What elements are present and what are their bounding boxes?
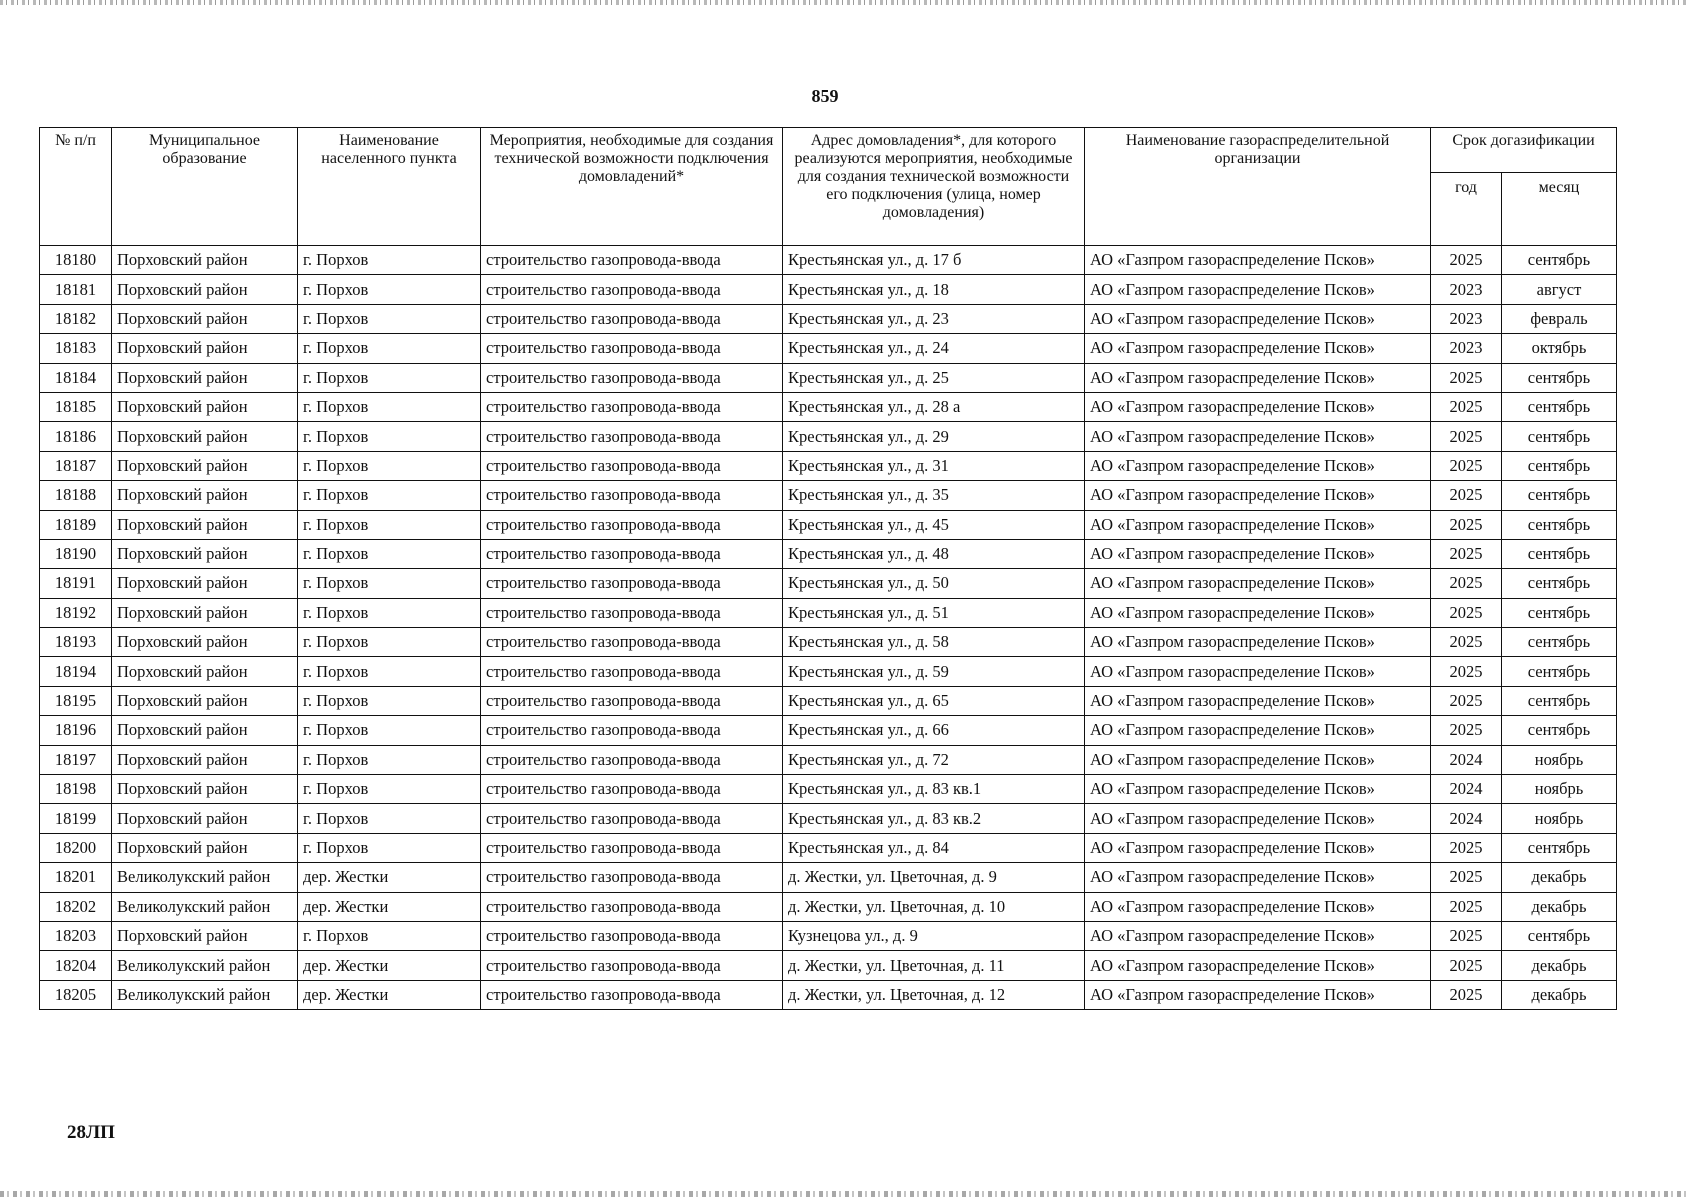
cell-organization: АО «Газпром газораспределение Псков» bbox=[1085, 980, 1431, 1009]
cell-num: 18186 bbox=[40, 422, 112, 451]
cell-settlement: дер. Жестки bbox=[298, 951, 481, 980]
cell-year: 2025 bbox=[1431, 833, 1502, 862]
cell-month: сентябрь bbox=[1502, 481, 1617, 510]
cell-num: 18182 bbox=[40, 304, 112, 333]
cell-year: 2025 bbox=[1431, 716, 1502, 745]
footer-code: 28ЛП bbox=[67, 1122, 115, 1143]
cell-address: Кузнецова ул., д. 9 bbox=[783, 921, 1085, 950]
cell-settlement: г. Порхов bbox=[298, 716, 481, 745]
cell-measure: строительство газопровода-ввода bbox=[481, 246, 783, 275]
cell-month: сентябрь bbox=[1502, 921, 1617, 950]
cell-num: 18187 bbox=[40, 451, 112, 480]
cell-month: сентябрь bbox=[1502, 363, 1617, 392]
scan-edge-bottom bbox=[0, 1191, 1686, 1197]
cell-settlement: г. Порхов bbox=[298, 745, 481, 774]
cell-measure: строительство газопровода-ввода bbox=[481, 657, 783, 686]
cell-municipality: Порховский район bbox=[112, 686, 298, 715]
cell-year: 2023 bbox=[1431, 275, 1502, 304]
cell-year: 2025 bbox=[1431, 686, 1502, 715]
header-address: Адрес домовладения*, для которого реализуются мероприятия, необходимые для создания технической возможности его подключения (улица, номер домовладения) bbox=[783, 128, 1085, 246]
cell-year: 2025 bbox=[1431, 246, 1502, 275]
cell-municipality: Порховский район bbox=[112, 334, 298, 363]
table-row bbox=[40, 863, 1617, 892]
table-row bbox=[40, 657, 1617, 686]
cell-year: 2025 bbox=[1431, 892, 1502, 921]
cell-year: 2025 bbox=[1431, 422, 1502, 451]
cell-year: 2025 bbox=[1431, 392, 1502, 421]
cell-settlement: г. Порхов bbox=[298, 422, 481, 451]
table-row bbox=[40, 951, 1617, 980]
cell-settlement: г. Порхов bbox=[298, 392, 481, 421]
cell-municipality: Порховский район bbox=[112, 716, 298, 745]
cell-address: Крестьянская ул., д. 28 а bbox=[783, 392, 1085, 421]
cell-organization: АО «Газпром газораспределение Псков» bbox=[1085, 569, 1431, 598]
cell-num: 18194 bbox=[40, 657, 112, 686]
cell-address: Крестьянская ул., д. 25 bbox=[783, 363, 1085, 392]
cell-measure: строительство газопровода-ввода bbox=[481, 334, 783, 363]
cell-num: 18181 bbox=[40, 275, 112, 304]
table-row bbox=[40, 275, 1617, 304]
cell-municipality: Порховский район bbox=[112, 510, 298, 539]
cell-settlement: г. Порхов bbox=[298, 481, 481, 510]
cell-year: 2025 bbox=[1431, 657, 1502, 686]
cell-settlement: г. Порхов bbox=[298, 775, 481, 804]
cell-measure: строительство газопровода-ввода bbox=[481, 892, 783, 921]
cell-municipality: Порховский район bbox=[112, 921, 298, 950]
table-row bbox=[40, 980, 1617, 1009]
cell-address: д. Жестки, ул. Цветочная, д. 12 bbox=[783, 980, 1085, 1009]
cell-address: Крестьянская ул., д. 48 bbox=[783, 539, 1085, 568]
cell-month: ноябрь bbox=[1502, 745, 1617, 774]
cell-settlement: г. Порхов bbox=[298, 598, 481, 627]
header-organization: Наименование газораспределительной организации bbox=[1085, 128, 1431, 246]
cell-settlement: г. Порхов bbox=[298, 804, 481, 833]
table-row bbox=[40, 569, 1617, 598]
table-row bbox=[40, 921, 1617, 950]
cell-settlement: г. Порхов bbox=[298, 334, 481, 363]
cell-month: сентябрь bbox=[1502, 657, 1617, 686]
cell-municipality: Порховский район bbox=[112, 804, 298, 833]
cell-measure: строительство газопровода-ввода bbox=[481, 745, 783, 774]
cell-num: 18193 bbox=[40, 628, 112, 657]
cell-settlement: г. Порхов bbox=[298, 539, 481, 568]
table-row bbox=[40, 304, 1617, 333]
cell-month: сентябрь bbox=[1502, 833, 1617, 862]
cell-organization: АО «Газпром газораспределение Псков» bbox=[1085, 539, 1431, 568]
scan-edge-top bbox=[0, 0, 1686, 5]
cell-municipality: Порховский район bbox=[112, 481, 298, 510]
cell-address: Крестьянская ул., д. 59 bbox=[783, 657, 1085, 686]
cell-year: 2025 bbox=[1431, 951, 1502, 980]
cell-month: декабрь bbox=[1502, 980, 1617, 1009]
cell-month: август bbox=[1502, 275, 1617, 304]
cell-settlement: г. Порхов bbox=[298, 510, 481, 539]
cell-month: сентябрь bbox=[1502, 422, 1617, 451]
cell-settlement: г. Порхов bbox=[298, 628, 481, 657]
gasification-table bbox=[39, 127, 1617, 1010]
table-row bbox=[40, 392, 1617, 421]
cell-municipality: Порховский район bbox=[112, 275, 298, 304]
table-row bbox=[40, 598, 1617, 627]
table-row bbox=[40, 833, 1617, 862]
cell-municipality: Великолукский район bbox=[112, 892, 298, 921]
cell-num: 18184 bbox=[40, 363, 112, 392]
cell-num: 18200 bbox=[40, 833, 112, 862]
cell-municipality: Великолукский район bbox=[112, 980, 298, 1009]
table-header bbox=[40, 128, 1617, 246]
cell-settlement: г. Порхов bbox=[298, 686, 481, 715]
table-row bbox=[40, 716, 1617, 745]
cell-measure: строительство газопровода-ввода bbox=[481, 716, 783, 745]
cell-address: Крестьянская ул., д. 65 bbox=[783, 686, 1085, 715]
cell-municipality: Великолукский район bbox=[112, 863, 298, 892]
cell-num: 18183 bbox=[40, 334, 112, 363]
cell-organization: АО «Газпром газораспределение Псков» bbox=[1085, 716, 1431, 745]
cell-year: 2025 bbox=[1431, 539, 1502, 568]
cell-measure: строительство газопровода-ввода bbox=[481, 921, 783, 950]
cell-year: 2024 bbox=[1431, 775, 1502, 804]
cell-measure: строительство газопровода-ввода bbox=[481, 304, 783, 333]
cell-address: Крестьянская ул., д. 72 bbox=[783, 745, 1085, 774]
cell-month: сентябрь bbox=[1502, 392, 1617, 421]
cell-settlement: г. Порхов bbox=[298, 657, 481, 686]
cell-address: Крестьянская ул., д. 83 кв.1 bbox=[783, 775, 1085, 804]
cell-organization: АО «Газпром газораспределение Псков» bbox=[1085, 833, 1431, 862]
cell-address: Крестьянская ул., д. 35 bbox=[783, 481, 1085, 510]
cell-year: 2025 bbox=[1431, 980, 1502, 1009]
cell-measure: строительство газопровода-ввода bbox=[481, 833, 783, 862]
cell-organization: АО «Газпром газораспределение Псков» bbox=[1085, 892, 1431, 921]
cell-year: 2025 bbox=[1431, 628, 1502, 657]
header-month: месяц bbox=[1502, 173, 1617, 246]
cell-settlement: г. Порхов bbox=[298, 569, 481, 598]
cell-municipality: Порховский район bbox=[112, 598, 298, 627]
cell-municipality: Порховский район bbox=[112, 451, 298, 480]
cell-num: 18202 bbox=[40, 892, 112, 921]
cell-organization: АО «Газпром газораспределение Псков» bbox=[1085, 451, 1431, 480]
cell-month: октябрь bbox=[1502, 334, 1617, 363]
cell-month: сентябрь bbox=[1502, 686, 1617, 715]
cell-municipality: Порховский район bbox=[112, 657, 298, 686]
cell-municipality: Порховский район bbox=[112, 628, 298, 657]
cell-municipality: Порховский район bbox=[112, 539, 298, 568]
cell-month: ноябрь bbox=[1502, 775, 1617, 804]
cell-num: 18203 bbox=[40, 921, 112, 950]
cell-organization: АО «Газпром газораспределение Псков» bbox=[1085, 686, 1431, 715]
table-row bbox=[40, 539, 1617, 568]
cell-year: 2024 bbox=[1431, 804, 1502, 833]
cell-address: Крестьянская ул., д. 51 bbox=[783, 598, 1085, 627]
cell-address: д. Жестки, ул. Цветочная, д. 9 bbox=[783, 863, 1085, 892]
cell-num: 18196 bbox=[40, 716, 112, 745]
cell-num: 18185 bbox=[40, 392, 112, 421]
cell-num: 18190 bbox=[40, 539, 112, 568]
cell-organization: АО «Газпром газораспределение Псков» bbox=[1085, 392, 1431, 421]
page-number: 859 bbox=[811, 86, 839, 106]
cell-settlement: г. Порхов bbox=[298, 833, 481, 862]
table-row bbox=[40, 686, 1617, 715]
cell-municipality: Порховский район bbox=[112, 833, 298, 862]
cell-month: сентябрь bbox=[1502, 539, 1617, 568]
cell-num: 18195 bbox=[40, 686, 112, 715]
table-row bbox=[40, 775, 1617, 804]
cell-year: 2025 bbox=[1431, 510, 1502, 539]
cell-organization: АО «Газпром газораспределение Псков» bbox=[1085, 275, 1431, 304]
cell-measure: строительство газопровода-ввода bbox=[481, 686, 783, 715]
cell-year: 2024 bbox=[1431, 745, 1502, 774]
cell-settlement: дер. Жестки bbox=[298, 980, 481, 1009]
cell-organization: АО «Газпром газораспределение Псков» bbox=[1085, 951, 1431, 980]
cell-num: 18191 bbox=[40, 569, 112, 598]
cell-address: Крестьянская ул., д. 84 bbox=[783, 833, 1085, 862]
cell-year: 2025 bbox=[1431, 363, 1502, 392]
table-row bbox=[40, 334, 1617, 363]
cell-address: Крестьянская ул., д. 29 bbox=[783, 422, 1085, 451]
header-year: год bbox=[1431, 173, 1502, 246]
header-num: № п/п bbox=[40, 128, 112, 246]
cell-year: 2025 bbox=[1431, 569, 1502, 598]
table-row bbox=[40, 745, 1617, 774]
cell-year: 2023 bbox=[1431, 304, 1502, 333]
cell-measure: строительство газопровода-ввода bbox=[481, 422, 783, 451]
cell-settlement: г. Порхов bbox=[298, 363, 481, 392]
cell-organization: АО «Газпром газораспределение Псков» bbox=[1085, 657, 1431, 686]
cell-address: д. Жестки, ул. Цветочная, д. 10 bbox=[783, 892, 1085, 921]
cell-month: февраль bbox=[1502, 304, 1617, 333]
cell-address: Крестьянская ул., д. 83 кв.2 bbox=[783, 804, 1085, 833]
cell-organization: АО «Газпром газораспределение Псков» bbox=[1085, 745, 1431, 774]
cell-year: 2025 bbox=[1431, 921, 1502, 950]
cell-measure: строительство газопровода-ввода bbox=[481, 481, 783, 510]
cell-organization: АО «Газпром газораспределение Псков» bbox=[1085, 246, 1431, 275]
cell-num: 18201 bbox=[40, 863, 112, 892]
cell-month: сентябрь bbox=[1502, 716, 1617, 745]
cell-organization: АО «Газпром газораспределение Псков» bbox=[1085, 481, 1431, 510]
cell-num: 18188 bbox=[40, 481, 112, 510]
table-row bbox=[40, 510, 1617, 539]
table-row bbox=[40, 804, 1617, 833]
cell-address: Крестьянская ул., д. 58 bbox=[783, 628, 1085, 657]
cell-organization: АО «Газпром газораспределение Псков» bbox=[1085, 628, 1431, 657]
cell-organization: АО «Газпром газораспределение Псков» bbox=[1085, 363, 1431, 392]
cell-municipality: Порховский район bbox=[112, 246, 298, 275]
cell-measure: строительство газопровода-ввода bbox=[481, 363, 783, 392]
cell-measure: строительство газопровода-ввода bbox=[481, 392, 783, 421]
cell-address: Крестьянская ул., д. 31 bbox=[783, 451, 1085, 480]
table-row bbox=[40, 628, 1617, 657]
cell-settlement: г. Порхов bbox=[298, 275, 481, 304]
cell-organization: АО «Газпром газораспределение Псков» bbox=[1085, 775, 1431, 804]
table-body bbox=[40, 246, 1617, 1010]
cell-measure: строительство газопровода-ввода bbox=[481, 951, 783, 980]
cell-num: 18180 bbox=[40, 246, 112, 275]
cell-address: Крестьянская ул., д. 24 bbox=[783, 334, 1085, 363]
cell-address: Крестьянская ул., д. 45 bbox=[783, 510, 1085, 539]
cell-month: декабрь bbox=[1502, 863, 1617, 892]
cell-num: 18199 bbox=[40, 804, 112, 833]
cell-address: Крестьянская ул., д. 18 bbox=[783, 275, 1085, 304]
cell-settlement: дер. Жестки bbox=[298, 892, 481, 921]
cell-year: 2025 bbox=[1431, 451, 1502, 480]
cell-organization: АО «Газпром газораспределение Псков» bbox=[1085, 334, 1431, 363]
cell-month: декабрь bbox=[1502, 951, 1617, 980]
cell-num: 18198 bbox=[40, 775, 112, 804]
cell-num: 18205 bbox=[40, 980, 112, 1009]
cell-organization: АО «Газпром газораспределение Псков» bbox=[1085, 510, 1431, 539]
cell-measure: строительство газопровода-ввода bbox=[481, 275, 783, 304]
cell-month: сентябрь bbox=[1502, 246, 1617, 275]
cell-num: 18204 bbox=[40, 951, 112, 980]
table-row bbox=[40, 246, 1617, 275]
cell-address: Крестьянская ул., д. 50 bbox=[783, 569, 1085, 598]
cell-organization: АО «Газпром газораспределение Псков» bbox=[1085, 598, 1431, 627]
cell-measure: строительство газопровода-ввода bbox=[481, 569, 783, 598]
cell-settlement: г. Порхов bbox=[298, 304, 481, 333]
cell-organization: АО «Газпром газораспределение Псков» bbox=[1085, 921, 1431, 950]
cell-year: 2023 bbox=[1431, 334, 1502, 363]
cell-measure: строительство газопровода-ввода bbox=[481, 539, 783, 568]
header-municipality: Муниципальное образование bbox=[112, 128, 298, 246]
table-row bbox=[40, 451, 1617, 480]
cell-address: Крестьянская ул., д. 23 bbox=[783, 304, 1085, 333]
cell-month: ноябрь bbox=[1502, 804, 1617, 833]
cell-measure: строительство газопровода-ввода bbox=[481, 804, 783, 833]
cell-month: сентябрь bbox=[1502, 451, 1617, 480]
cell-measure: строительство газопровода-ввода bbox=[481, 451, 783, 480]
cell-year: 2025 bbox=[1431, 863, 1502, 892]
cell-organization: АО «Газпром газораспределение Псков» bbox=[1085, 422, 1431, 451]
cell-municipality: Великолукский район bbox=[112, 951, 298, 980]
cell-month: сентябрь bbox=[1502, 598, 1617, 627]
cell-organization: АО «Газпром газораспределение Псков» bbox=[1085, 804, 1431, 833]
cell-measure: строительство газопровода-ввода bbox=[481, 510, 783, 539]
cell-address: Крестьянская ул., д. 66 bbox=[783, 716, 1085, 745]
table-row bbox=[40, 422, 1617, 451]
cell-municipality: Порховский район bbox=[112, 363, 298, 392]
cell-year: 2025 bbox=[1431, 481, 1502, 510]
cell-measure: строительство газопровода-ввода bbox=[481, 628, 783, 657]
cell-municipality: Порховский район bbox=[112, 304, 298, 333]
cell-year: 2025 bbox=[1431, 598, 1502, 627]
cell-municipality: Порховский район bbox=[112, 569, 298, 598]
table-row bbox=[40, 892, 1617, 921]
cell-measure: строительство газопровода-ввода bbox=[481, 863, 783, 892]
header-deadline: Срок догазификации bbox=[1431, 128, 1617, 173]
cell-month: декабрь bbox=[1502, 892, 1617, 921]
cell-municipality: Порховский район bbox=[112, 392, 298, 421]
cell-settlement: дер. Жестки bbox=[298, 863, 481, 892]
cell-measure: строительство газопровода-ввода bbox=[481, 775, 783, 804]
cell-organization: АО «Газпром газораспределение Псков» bbox=[1085, 304, 1431, 333]
table-row bbox=[40, 481, 1617, 510]
cell-num: 18197 bbox=[40, 745, 112, 774]
cell-num: 18192 bbox=[40, 598, 112, 627]
cell-num: 18189 bbox=[40, 510, 112, 539]
cell-settlement: г. Порхов bbox=[298, 921, 481, 950]
cell-measure: строительство газопровода-ввода bbox=[481, 598, 783, 627]
cell-settlement: г. Порхов bbox=[298, 451, 481, 480]
header-measures: Мероприятия, необходимые для создания технической возможности подключения домовладений* bbox=[481, 128, 783, 246]
table-row bbox=[40, 363, 1617, 392]
cell-municipality: Порховский район bbox=[112, 775, 298, 804]
cell-settlement: г. Порхов bbox=[298, 246, 481, 275]
cell-municipality: Порховский район bbox=[112, 422, 298, 451]
header-settlement: Наименование населенного пункта bbox=[298, 128, 481, 246]
cell-address: Крестьянская ул., д. 17 б bbox=[783, 246, 1085, 275]
cell-month: сентябрь bbox=[1502, 628, 1617, 657]
cell-address: д. Жестки, ул. Цветочная, д. 11 bbox=[783, 951, 1085, 980]
cell-month: сентябрь bbox=[1502, 569, 1617, 598]
cell-measure: строительство газопровода-ввода bbox=[481, 980, 783, 1009]
cell-municipality: Порховский район bbox=[112, 745, 298, 774]
cell-month: сентябрь bbox=[1502, 510, 1617, 539]
cell-organization: АО «Газпром газораспределение Псков» bbox=[1085, 863, 1431, 892]
